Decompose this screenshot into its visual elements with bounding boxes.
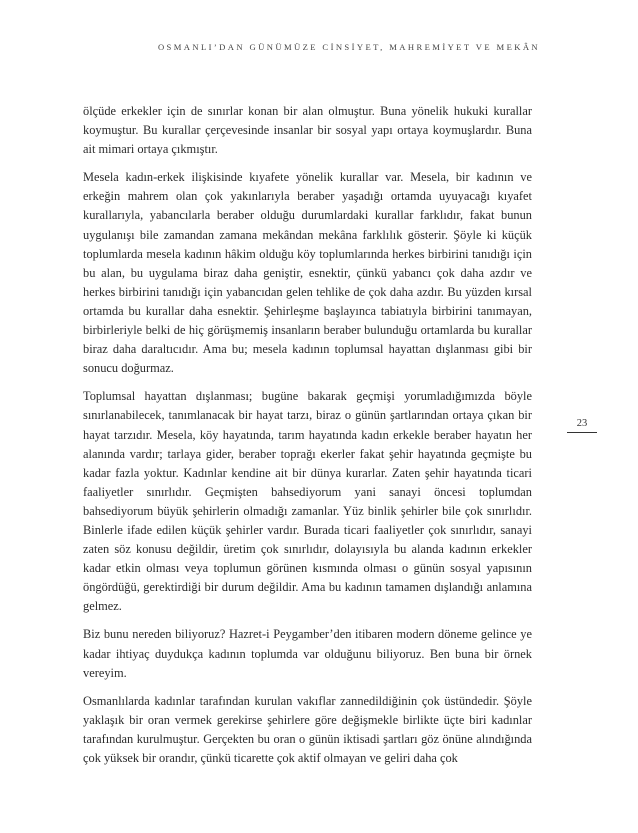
page-number: 23 [567, 418, 597, 433]
body-text [83, 102, 532, 777]
paragraph-3: Toplumsal hayattan dışlanması; bugüne bakarak geçmişi yorumladığımızda böyle sınırlanabilecek, tanımlanacak bir hayat tarzı, biraz o günün şartlarından ortaya çıkan bir hayat tarzıdır. Mesela, köy hayatında, tarım hayatında kadın erkekle beraber hayatın her alanında vardır; tarlaya gider, beraber toprağı ekerler fakat şehir hayatında geçmişte bu kadar fazla yoktur. Kadınlar kendine ait bir dünya kurarlar. Zaten şehir hayatında ticari faaliyetler sınırlıdır. Geçmişten bahsediyorum yani sanayi öncesi toplumdan bahsediyorum büyük şehirlerin olmadığı zamanlar. Yüz binlik şehirler bile çok sınırlıdır. Binlerle ifade edilen küçük şehirler vardır. Burada ticari faaliyetler çok sınırlıdır, sanayi zaten söz konusu değildir, üretim çok sınırlıdır, dolayısıyla bu alanda kadının erkekler kadar etkin olması veya toplumun görünen kısmında olması o günün sosyal yapısının öngördüğü, gerektirdiği bir durum değildir. Ama bu kadının tamamen dışlandığı anlamına gelmez. [83, 389, 532, 614]
paragraph-5: Osmanlılarda kadınlar tarafından kurulan vakıflar zannedildiğinin çok üstündedir. Şöyle yaklaşık bir oran vermek gerekirse şehirlere göre değişmekle birlikte üçte biri kadınlar tarafından kurulmuştur. Gerçekten bu oran o günün iktisadi şartları göz önüne alındığında çok yüksek bir orandır, çünkü ticarette çok aktif olmayan ve geliri daha çok [83, 693, 532, 765]
paragraph-4: Biz bunu nereden biliyoruz? Hazret-i Peygamber’den itibaren modern döneme gelince ye kadar ihtiyaç duydukça kadının toplumda var olduğunu biliyoruz. Ben buna bir örnek vereyim. [83, 627, 532, 680]
running-header: OSMANLI’DAN GÜNÜMÜZE CİNSİYET, MAHREMİYET VE MEKÂN [157, 42, 541, 52]
paragraph-2: Mesela kadın-erkek ilişkisinde kıyafete yönelik kurallar var. Mesela, bir kadının ve erkeğin mahrem olan çok yakınlarıyla beraber yaşadığı ortamda uyuyacağı kıyafet kurallarıyla, yabancılarla beraber olduğu durumlardaki kurallar farklıdır, fakat bunun uygulanışı bile zamandan zamana mekândan mekâna farklılık gösterir. Şöyle ki küçük toplumlarda mesela kadının hâkim olduğu köy toplumlarında herkes birbirini tanıdığı için bu alan, bu uygulama biraz daha geniştir, esnektir, çünkü yabancı çok daha azdır ve herkes birbirini tanıdığı için yabancıdan gelen tehlike de çok daha azdır. Bu yüzden kırsal ortamda bu kurallar daha esnektir. Şehirleşme başlayınca tabiatıyla birbirini tanımayan, birbirleriyle belki de hiç görüşmemiş insanların beraber bulunduğu ortamlarda bu kurallar biraz daha daraltıcıdır. Ama bu; mesela kadının toplumsal hayattan dışlanması gibi bir sonucu doğurmaz. [83, 170, 532, 376]
paragraph-1: ölçüde erkekler için de sınırlar konan bir alan olmuştur. Buna yönelik hukuki kurallar koymuştur. Bu kurallar çerçevesinde insanlar bir sosyal yapı ortaya koymuşlardır. Buna ait mimari ortaya çıkmıştır. [83, 104, 532, 157]
